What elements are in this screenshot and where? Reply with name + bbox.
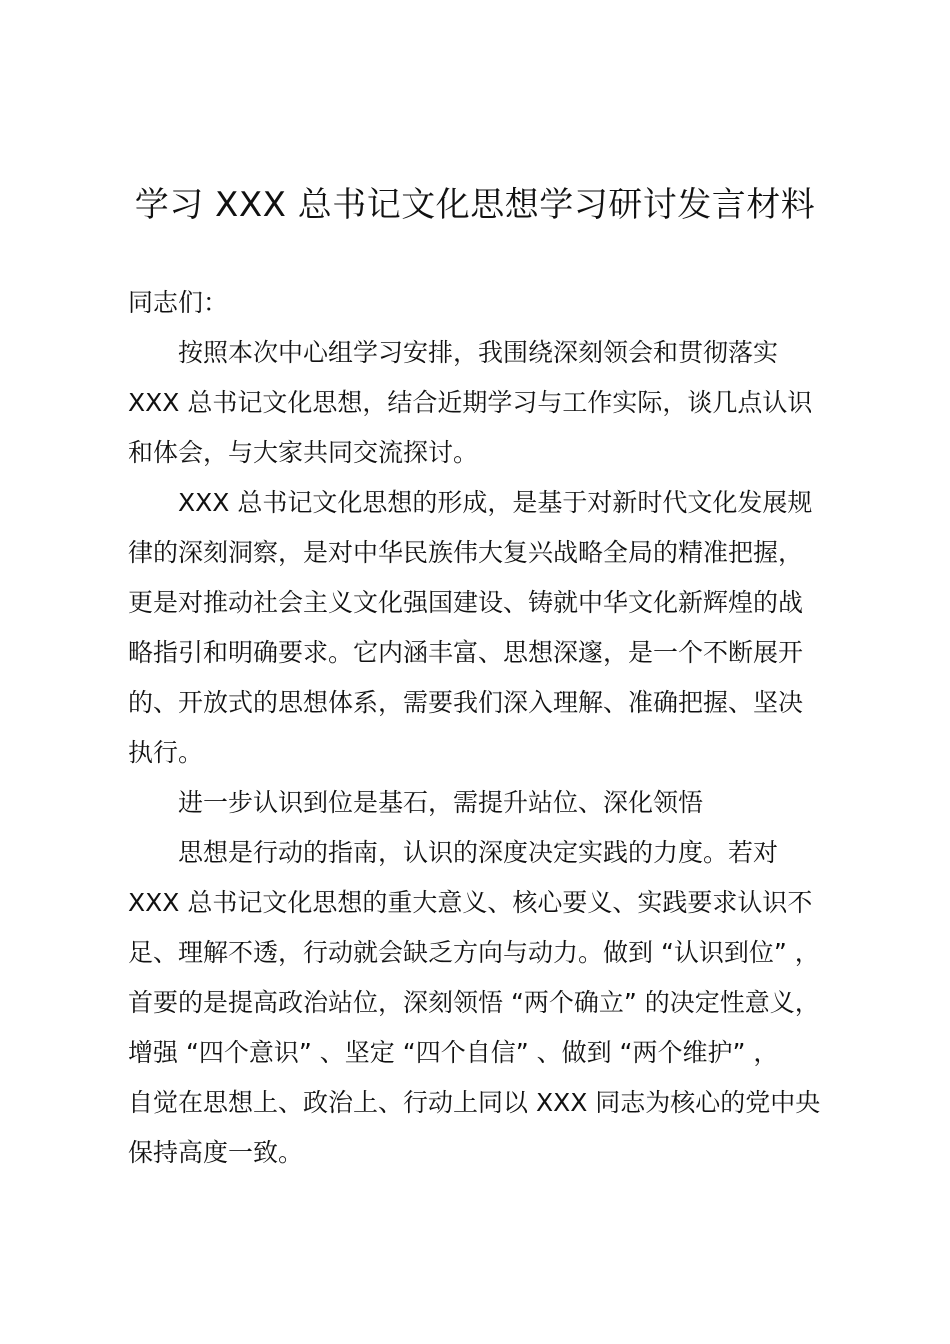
paragraph-intro (128, 328, 848, 478)
paragraph-line: 的、开放式的思想体系，需要我们深入理解、准确把握、坚决 (128, 688, 804, 717)
paragraph-line: 保持高度一致。 (128, 1138, 304, 1167)
paragraph-line: 增强 “四个意识” 、坚定 “四个自信” 、做到 “两个维护” ， (128, 1038, 779, 1067)
section-heading-line: 进一步认识到位是基石，需提升站位、深化领悟 (178, 788, 704, 817)
document-body (128, 278, 848, 1178)
paragraph-line: XXX 总书记文化思想，结合近期学习与工作实际，谈几点认识 (128, 388, 813, 417)
paragraph-line: 更是对推动社会主义文化强国建设、铸就中华文化新辉煌的战 (128, 588, 804, 617)
paragraph-line: XXX 总书记文化思想的形成，是基于对新时代文化发展规 (178, 488, 813, 517)
paragraph-line: XXX 总书记文化思想的重大意义、核心要义、实践要求认识不 (128, 888, 813, 917)
paragraph-line: 按照本次中心组学习安排，我围绕深刻领会和贯彻落实 (178, 338, 779, 367)
document-title: 学习 XXX 总书记文化思想学习研讨发言材料 (134, 185, 816, 225)
section-heading (128, 778, 848, 828)
paragraph-line: 自觉在思想上、政治上、行动上同以 XXX 同志为核心的党中央 (128, 1088, 821, 1117)
paragraph-line: 执行。 (128, 738, 204, 767)
paragraph-line: 足、理解不透，行动就会缺乏方向与动力。做到 “认识到位” ， (128, 938, 820, 967)
paragraph-line: 首要的是提高政治站位，深刻领悟 “两个确立” 的决定性意义， (128, 988, 820, 1017)
paragraph-line: 和体会，与大家共同交流探讨。 (128, 438, 479, 467)
paragraph-line: 律的深刻洞察，是对中华民族伟大复兴战略全局的精准把握， (128, 538, 804, 567)
paragraph-line: 思想是行动的指南，认识的深度决定实践的力度。若对 (178, 838, 779, 867)
paragraph-line: 略指引和明确要求。它内涵丰富、思想深邃，是一个不断展开 (128, 638, 804, 667)
paragraph-understanding (128, 828, 848, 1178)
salutation: 同志们： (128, 288, 229, 317)
paragraph-background (128, 478, 848, 778)
